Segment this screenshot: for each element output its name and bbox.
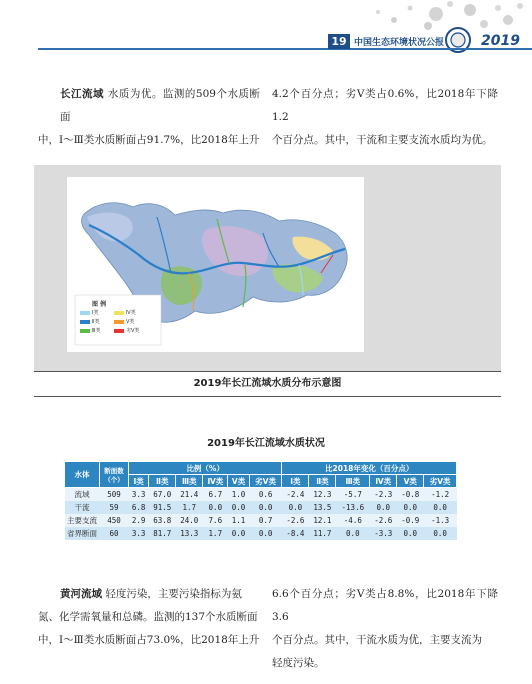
cell-change: 0.0: [282, 501, 309, 514]
cell-change: 0.0: [424, 501, 457, 514]
yangtze-text-left: [38, 83, 260, 152]
page-header: [0, 0, 532, 62]
legend-item-class-worse-5: 劣Ⅴ类: [114, 327, 139, 334]
cell-ratio: 0.0: [228, 527, 249, 540]
cell-ratio: 0.0: [249, 527, 282, 540]
cell-change: -1.2: [424, 488, 457, 502]
table-row: [65, 501, 457, 514]
yangtze-basin-map: [67, 177, 364, 352]
cell-change: -4.6: [336, 514, 370, 527]
text-line: 氮、化学需氧量和总磷。监测的137个水质断面: [38, 611, 258, 623]
cell-change: -2.3: [370, 488, 397, 502]
col-header-class: 劣Ⅴ类: [424, 475, 457, 488]
map-panel: [67, 177, 364, 352]
legend-item-class-5: Ⅴ类: [114, 318, 134, 325]
col-header-class: 劣Ⅴ类: [249, 475, 282, 488]
legend-swatch: [80, 311, 90, 315]
cell-ratio: 2.9: [129, 514, 149, 527]
cell-ratio: 3.3: [129, 488, 149, 502]
legend-item-class-1: Ⅰ类: [80, 309, 98, 316]
report-title: 中国生态环境状况公报: [354, 38, 445, 48]
text-line: 4.2个百分点；劣Ⅴ类占0.6%，比2018年下降1.2: [272, 88, 498, 123]
cell-change: -2.4: [282, 488, 309, 502]
cell-count: 450: [100, 514, 129, 527]
cell-ratio: 1.0: [228, 488, 249, 502]
cell-change: 0.0: [336, 527, 370, 540]
text-line: 个百分点。其中，干流和主要支流水质均为优。: [272, 134, 493, 146]
legend-swatch: [80, 329, 90, 333]
yellow-river-text-left: [38, 583, 260, 652]
col-header-section-count: 断面数（个）: [100, 462, 129, 488]
legend-swatch: [80, 320, 90, 324]
cell-change: -13.6: [336, 501, 370, 514]
cell-change: -0.8: [397, 488, 424, 502]
page-number: 19: [328, 34, 350, 49]
cell-change: -2.6: [282, 514, 309, 527]
col-header-class: Ⅳ类: [203, 475, 228, 488]
cell-change: -3.3: [370, 527, 397, 540]
table-row: [65, 527, 457, 540]
header-decoration-dots: [0, 0, 532, 62]
cell-name: 流域: [65, 488, 100, 502]
col-header-water-body: 水体: [65, 462, 100, 488]
table-row: [65, 488, 457, 502]
cell-change: 0.0: [424, 527, 457, 540]
col-group-change: 比2018年变化（百分点）: [282, 462, 457, 475]
cell-change: 0.0: [370, 501, 397, 514]
legend-item-class-3: Ⅲ类: [80, 327, 100, 334]
cell-ratio: 13.3: [176, 527, 203, 540]
cell-ratio: 24.0: [176, 514, 203, 527]
text-line: 6.6个百分点；劣Ⅴ类占8.8%，比2018年下降3.6: [272, 588, 498, 623]
cell-ratio: 0.0: [228, 501, 249, 514]
col-header-class: Ⅰ类: [129, 475, 149, 488]
text-line: 中，Ⅰ～Ⅲ类水质断面占91.7%，比2018年上升: [38, 134, 260, 146]
cell-count: 60: [100, 527, 129, 540]
cell-ratio: 21.4: [176, 488, 203, 502]
text-line: 黄河流域 轻度污染，主要污染指标为氨: [60, 588, 242, 600]
col-group-ratio: 比例（%）: [129, 462, 282, 475]
table-title: 2019年长江流域水质状况: [207, 438, 325, 449]
cell-ratio: 0.7: [249, 514, 282, 527]
cell-change: 11.7: [309, 527, 336, 540]
table-row: [65, 514, 457, 527]
cell-change: 12.1: [309, 514, 336, 527]
cell-change: -0.9: [397, 514, 424, 527]
cell-name: 省界断面: [65, 527, 100, 540]
water-quality-table: [64, 461, 457, 540]
cell-change: 13.5: [309, 501, 336, 514]
legend-swatch: [114, 320, 124, 324]
cell-ratio: 0.6: [249, 488, 282, 502]
cell-change: -2.6: [370, 514, 397, 527]
cell-change: -8.4: [282, 527, 309, 540]
col-header-class: Ⅴ类: [228, 475, 249, 488]
cell-ratio: 91.5: [149, 501, 176, 514]
map-caption: 2019年长江流域水质分布示意图: [34, 371, 501, 397]
cell-change: -1.3: [424, 514, 457, 527]
col-header-class: Ⅲ类: [336, 475, 370, 488]
cell-ratio: 1.7: [203, 527, 228, 540]
cell-ratio: 7.6: [203, 514, 228, 527]
cell-name: 干流: [65, 501, 100, 514]
text-line: 轻度污染。: [272, 657, 325, 669]
text-line: 个百分点。其中，干流水质为优，主要支流为: [272, 634, 482, 646]
cell-ratio: 63.8: [149, 514, 176, 527]
text-line: 中，Ⅰ～Ⅲ类水质断面占73.0%，比2018年上升: [38, 634, 260, 646]
yellow-river-text-right: [272, 583, 498, 675]
col-header-class: Ⅳ类: [370, 475, 397, 488]
yangtze-text-right: [272, 83, 498, 152]
legend-swatch: [114, 329, 124, 333]
col-header-class: Ⅴ类: [397, 475, 424, 488]
cell-ratio: 1.7: [176, 501, 203, 514]
cell-ratio: 6.8: [129, 501, 149, 514]
cell-ratio: 67.0: [149, 488, 176, 502]
cell-name: 主要支流: [65, 514, 100, 527]
cell-count: 509: [100, 488, 129, 502]
text-line: 长江流域 水质为优。监测的509个水质断面: [60, 88, 260, 123]
cell-ratio: 6.7: [203, 488, 228, 502]
cell-ratio: 0.0: [203, 501, 228, 514]
legend-swatch: [114, 311, 124, 315]
cell-change: 12.3: [309, 488, 336, 502]
col-header-class: Ⅱ类: [149, 475, 176, 488]
cell-change: -5.7: [336, 488, 370, 502]
report-year: 2019: [481, 33, 520, 49]
header-rule: [38, 48, 532, 50]
col-header-class: Ⅰ类: [282, 475, 309, 488]
legend-item-class-4: Ⅳ类: [114, 309, 136, 316]
cell-ratio: 0.0: [249, 501, 282, 514]
legend-item-class-2: Ⅱ类: [80, 318, 99, 325]
cell-ratio: 1.1: [228, 514, 249, 527]
cell-change: 0.0: [397, 501, 424, 514]
legend-title: 图 例: [92, 301, 107, 308]
cell-change: 0.0: [397, 527, 424, 540]
cell-ratio: 81.7: [149, 527, 176, 540]
col-header-class: Ⅱ类: [309, 475, 336, 488]
col-header-class: Ⅲ类: [176, 475, 203, 488]
cell-ratio: 3.3: [129, 527, 149, 540]
cell-count: 59: [100, 501, 129, 514]
